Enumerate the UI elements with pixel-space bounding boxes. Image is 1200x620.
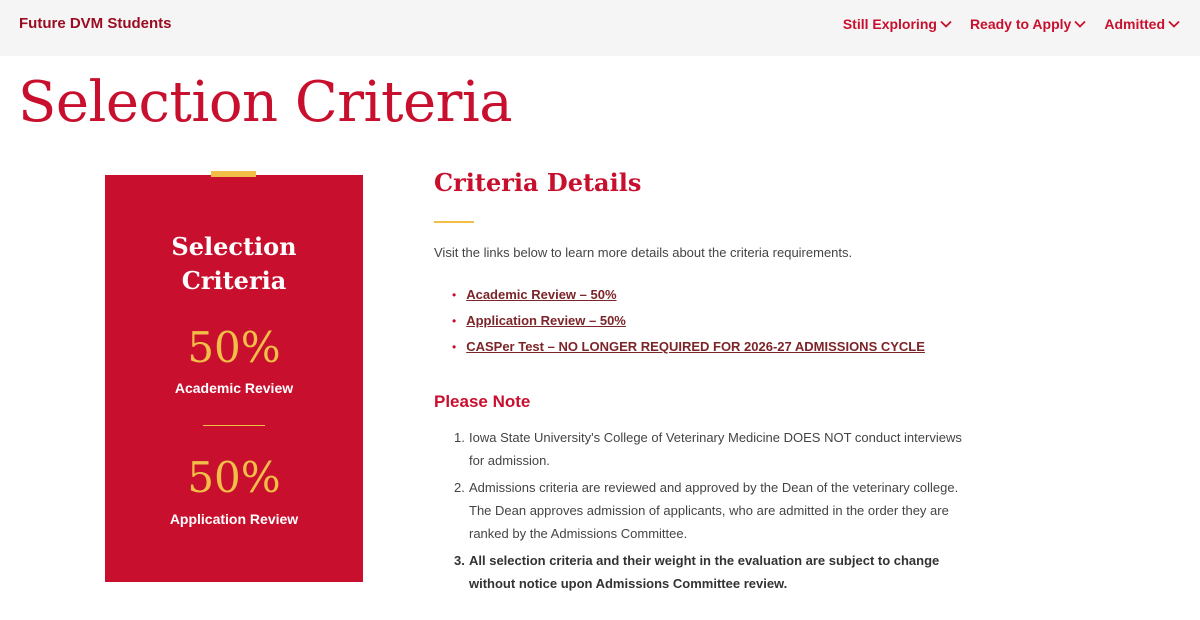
criteria-intro-text: Visit the links below to learn more details about the criteria requirements. (434, 245, 853, 260)
page-title: Selection Criteria (18, 70, 513, 135)
bullet-icon: • (452, 340, 457, 354)
gold-divider (434, 221, 474, 223)
please-note-heading: Please Note (434, 392, 531, 411)
card-title-line: Selection (171, 232, 297, 261)
casper-test-link[interactable]: CASPer Test – NO LONGER REQUIRED FOR 2026-27 ADMISSIONS CYCLE (466, 339, 925, 354)
application-review-link[interactable]: Application Review – 50% (466, 313, 626, 328)
note-text: Iowa State University's College of Veterinary Medicine DOES NOT conduct interviews for admission. (469, 430, 962, 468)
nav-label: Ready to Apply (969, 16, 1072, 32)
card-gold-accent (211, 171, 256, 177)
criteria-weight-card (105, 175, 363, 582)
criteria-details-section (434, 168, 994, 599)
list-item (452, 308, 994, 334)
academic-review-link[interactable]: Academic Review – 50% (466, 287, 617, 302)
main-nav (843, 16, 1180, 32)
note-item (454, 476, 974, 545)
list-item (452, 282, 994, 308)
nav-label: Admitted (1104, 16, 1165, 32)
card-title (105, 230, 363, 298)
nav-admitted[interactable] (1104, 16, 1180, 32)
note-text: Admissions criteria are reviewed and approved by the Dean of the veterinary college. The Dean approves admission of applicants, who are admitted in the order they are ranked by the Admissions Committee. (469, 480, 959, 541)
nav-ready-to-apply[interactable] (970, 16, 1086, 32)
note-number: 3. (454, 553, 465, 568)
application-review-label: Application Review (169, 511, 299, 527)
note-item (454, 549, 974, 595)
criteria-details-heading: Criteria Details (434, 168, 642, 197)
nav-still-exploring[interactable] (843, 16, 952, 32)
note-number: 2. (454, 480, 465, 495)
academic-review-label: Academic Review (174, 380, 294, 396)
top-navigation-bar (0, 0, 1200, 56)
chevron-down-icon (940, 18, 952, 30)
application-review-percent: 50% (187, 453, 281, 502)
note-text: All selection criteria and their weight in the evaluation are subject to change without notice upon Admissions Committee review. (469, 553, 940, 591)
card-title-line: Criteria (181, 266, 287, 295)
criteria-links-list (452, 282, 994, 360)
note-number: 1. (454, 430, 465, 445)
chevron-down-icon (1074, 18, 1086, 30)
nav-label: Still Exploring (842, 16, 937, 32)
note-item (454, 426, 974, 472)
bullet-icon: • (452, 288, 457, 302)
academic-review-percent: 50% (187, 323, 281, 372)
list-item (452, 334, 994, 360)
chevron-down-icon (1168, 18, 1180, 30)
card-divider (203, 425, 265, 426)
site-brand-link[interactable]: Future DVM Students (19, 15, 172, 32)
bullet-icon: • (452, 314, 457, 328)
notes-list (454, 426, 974, 595)
